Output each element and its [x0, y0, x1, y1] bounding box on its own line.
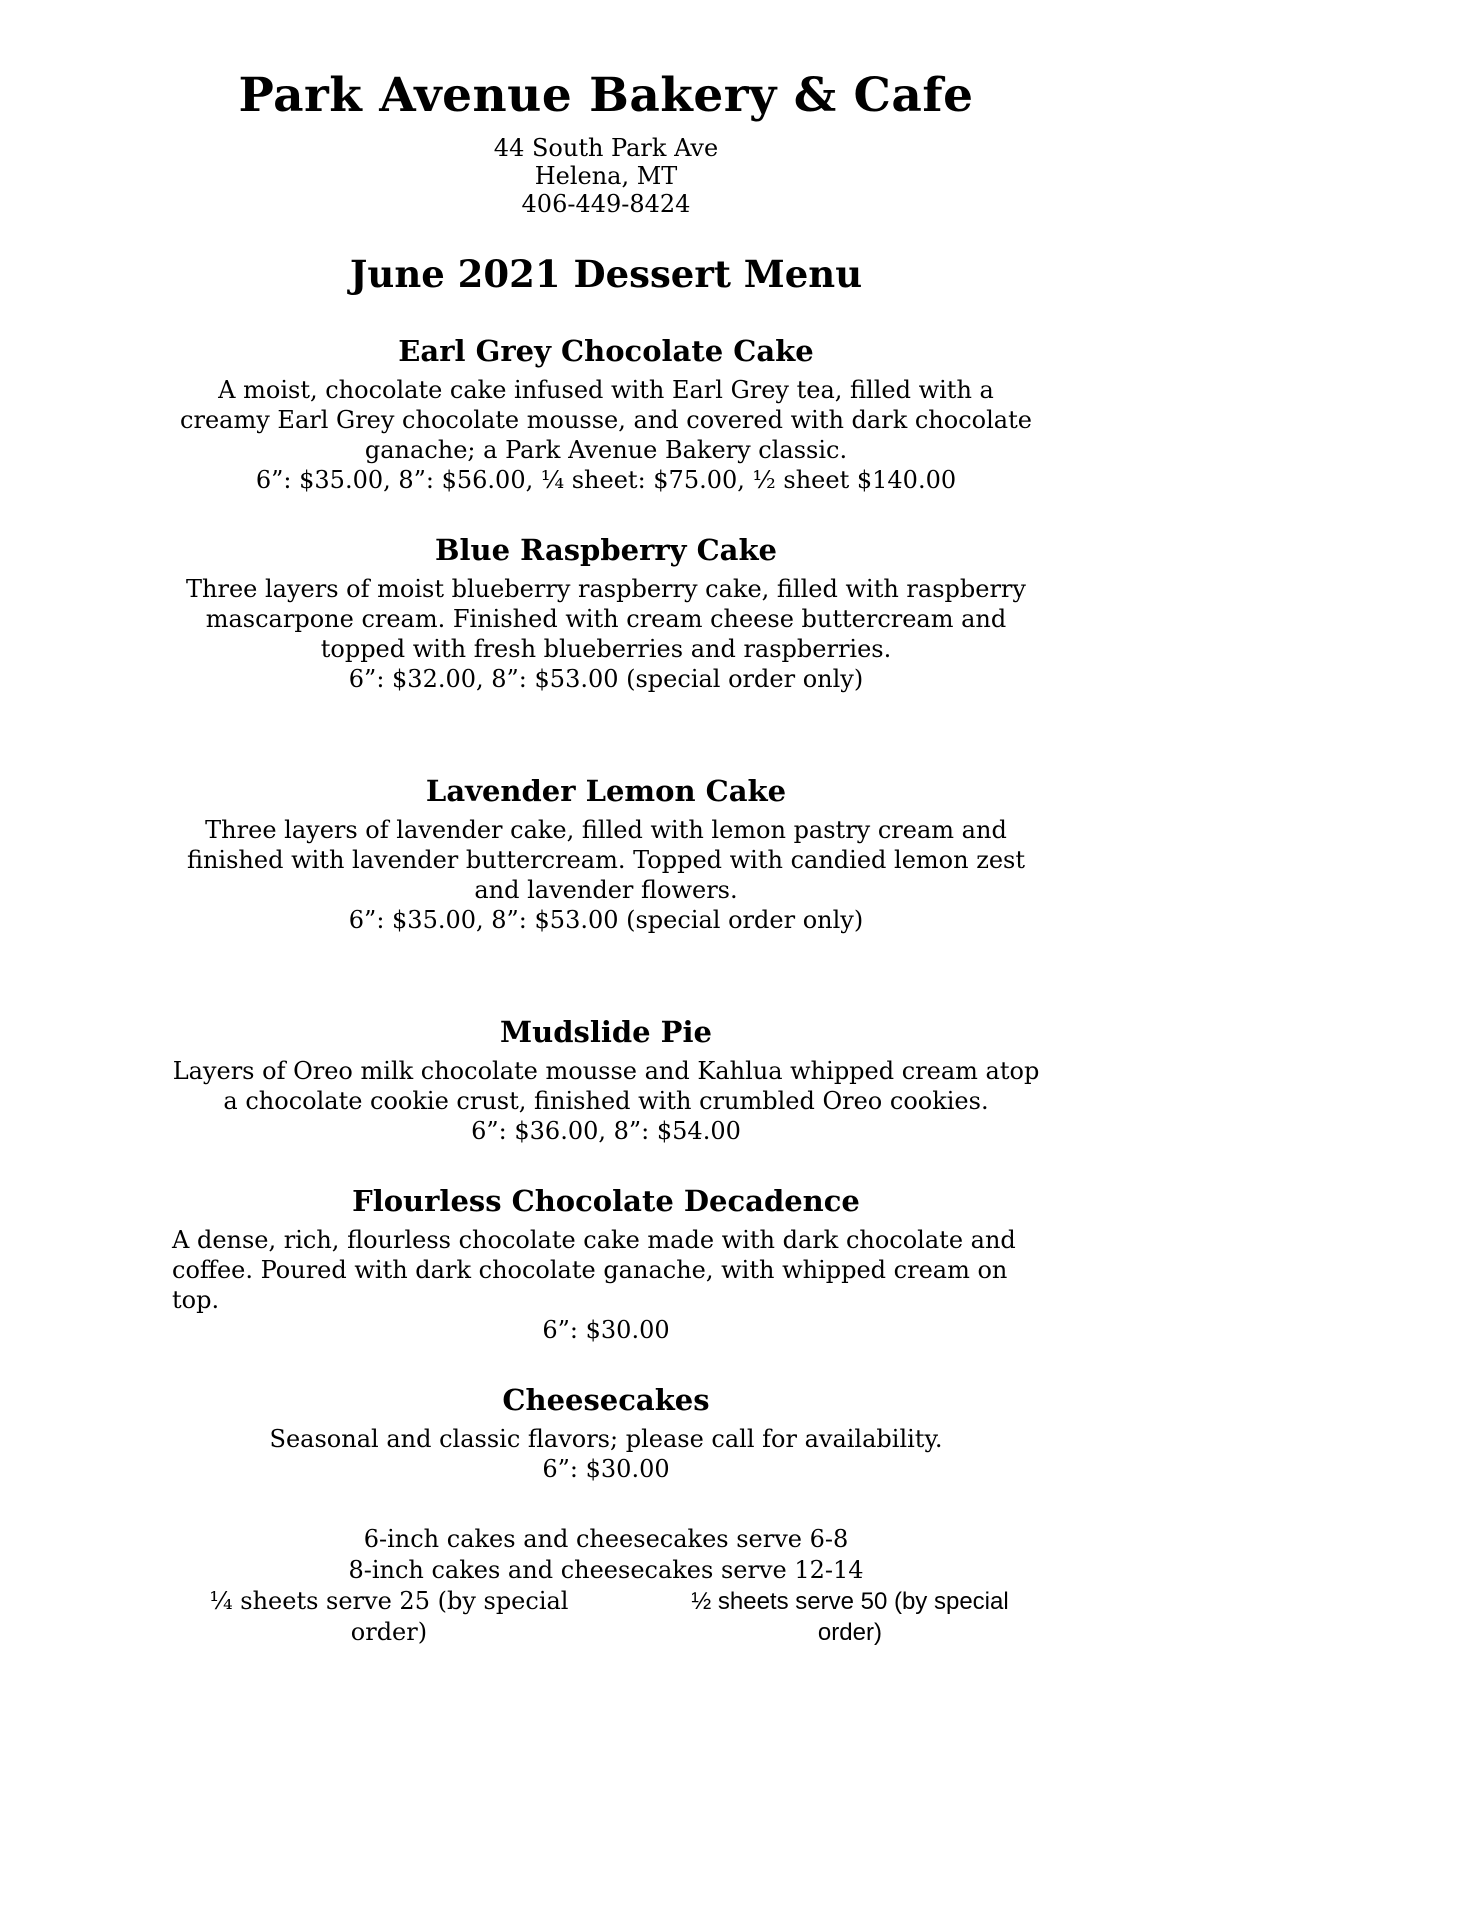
item-name: Mudslide Pie: [500, 1014, 712, 1049]
bakery-name: Park Avenue Bakery & Cafe: [238, 68, 974, 123]
item-description: Seasonal and classic flavors; please call for availability.: [269, 1424, 943, 1453]
item-price: 6”: $35.00, 8”: $53.00 (special order only): [348, 905, 864, 934]
item-name: Flourless Chocolate Decadence: [352, 1183, 860, 1218]
menu-section-lavender-lemon-cake: [172, 774, 1040, 935]
item-name: Lavender Lemon Cake: [425, 773, 787, 808]
menu-section-cheesecakes: [172, 1383, 1040, 1484]
serving-quarter-sheet: ¼ sheets serve 25 (by special order): [209, 1586, 569, 1646]
address-street: 44 South Park Ave: [493, 133, 719, 162]
serving-line-8inch: 8-inch cakes and cheesecakes serve 12-14: [348, 1555, 864, 1584]
menu-section-blue-raspberry-cake: [172, 533, 1040, 694]
item-description: Three layers of moist blueberry raspberry cake, filled with raspberry mascarpone cream. Finished with cream cheese buttercream and topped with fresh blueberries and raspberries.: [186, 574, 1026, 663]
item-price: 6”: $36.00, 8”: $54.00: [471, 1116, 741, 1145]
address-city: Helena, MT: [534, 161, 678, 190]
phone-number: 406-449-8424: [521, 189, 691, 218]
item-price: 6”: $30.00: [542, 1315, 670, 1344]
item-name: Blue Raspberry Cake: [435, 532, 777, 567]
menu-title: June 2021 Dessert Menu: [349, 251, 863, 296]
item-description: Three layers of lavender cake, filled with lemon pastry cream and finished with lavender buttercream. Topped with candied lemon zest and lavender flowers.: [186, 815, 1026, 904]
menu-section-mudslide-pie: [172, 1015, 1040, 1146]
item-description: A moist, chocolate cake infused with Earl Grey tea, filled with a creamy Earl Grey chocolate mousse, and covered with dark chocolate ganache; a Park Avenue Bakery classic.: [180, 375, 1032, 464]
menu-section-flourless-chocolate-decadence: [172, 1184, 1040, 1345]
menu-page: [172, 0, 1040, 1648]
item-name: Cheesecakes: [502, 1382, 710, 1417]
serving-info: [172, 1524, 1040, 1648]
menu-section-earl-grey-chocolate-cake: [172, 334, 1040, 495]
item-price: 6”: $32.00, 8”: $53.00 (special order only): [348, 664, 864, 693]
item-description: A dense, rich, flourless chocolate cake made with dark chocolate and coffee. Poured with dark chocolate ganache, with whipped cream on top.: [172, 1225, 1016, 1314]
serving-line-6inch: 6-inch cakes and cheesecakes serve 6-8: [363, 1524, 849, 1553]
item-price: 6”: $35.00, 8”: $56.00, ¼ sheet: $75.00, ½ sheet $140.00: [255, 465, 957, 494]
item-name: Earl Grey Chocolate Cake: [398, 333, 814, 368]
item-description: Layers of Oreo milk chocolate mousse and Kahlua whipped cream atop a chocolate cookie crust, finished with crumbled Oreo cookies.: [172, 1056, 1040, 1115]
item-price: 6”: $30.00: [542, 1454, 670, 1483]
serving-half-sheet: ½ sheets serve 50 (by special order): [691, 1587, 1009, 1646]
serving-line-sheets: [172, 1586, 1040, 1648]
